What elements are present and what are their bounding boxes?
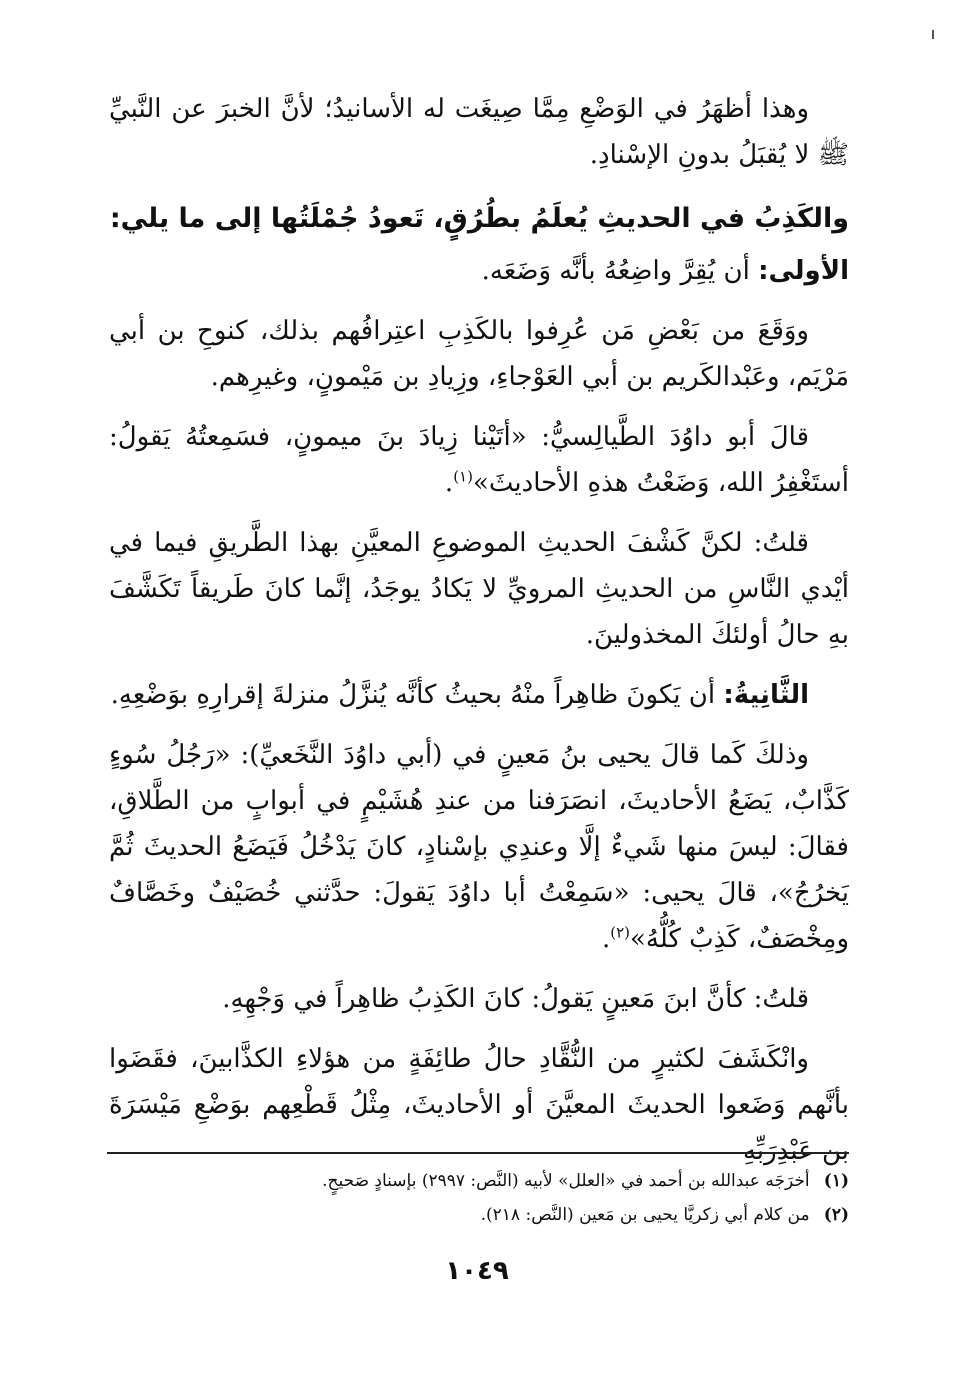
- paragraph-ibn-main-quote: [109, 732, 849, 962]
- footnote-text: أخرَجَه عبدالله بن أحمد في «العلل» لأبيه (النَّص: ٢٩٩٧) بإسنادٍ صَحيحٍ.: [322, 1171, 810, 1191]
- page-number: ١٠٤٩: [445, 1256, 509, 1286]
- tayalisi-quote-end: .: [444, 468, 454, 498]
- paragraph-second-method: [109, 672, 849, 718]
- footnote-item: [107, 1164, 849, 1198]
- footnote-divider: [107, 1152, 849, 1154]
- footnote-number: (١): [823, 1171, 849, 1191]
- main-text: [109, 86, 849, 1188]
- footnote-text: من كلام أبي زكريَّا يحيى بن مَعين (النَّص: ٢١٨).: [480, 1205, 810, 1225]
- section-heading: والكَذِبُ في الحديثِ يُعلَمُ بطُرُقٍ، تَعودُ جُمْلَتُها إلى ما يلي:: [109, 203, 849, 234]
- paragraph-critics: وانْكَشَفَ لكثيرٍ من النُّقَّادِ حالُ طائِفَةٍ من هؤلاءِ الكذَّابينَ، فقَضَوا بأنَّهم وَضَعوا الحديثَ المعيَّنَ أو الأحاديثَ، مِثْلُ قَطْعِهم بوَضْعِ مَيْسَرَةَ بن عَبْدِرَبِّهِ: [109, 1044, 849, 1166]
- footnotes: [107, 1164, 849, 1232]
- ibn-main-quote-text: وذلكَ كَما قالَ يحيى بنُ مَعينٍ في (أبي داوُدَ النَّخَعيِّ): «رَجُلُ سُوءٍ كَذَّابٌ، يَضَعُ الأحاديثَ، انصَرَفنا من عندِ هُشَيْمٍ في أبوابٍ من الطَّلاقِ، فقالَ: ليسَ منها شَيءٌ إلَّا وعندِي بإسْنادٍ، كانَ يَدْخُلُ فَيَضَعُ الحديثَ ثُمَّ يَخرُجُ»، قالَ يحيى: «سَمِعْتُ أبا داوُدَ يَقولَ: حدَّثني خُصَيْفٌ وخَصَّافٌ ومِخْصَفٌ، كَذِبٌ كُلُّهُ»: [109, 740, 849, 954]
- footnote-ref-1[interactable]: (١): [453, 467, 473, 486]
- footnote-ref-2[interactable]: (٢): [610, 923, 631, 942]
- paragraph-tayalisi-quote: [109, 414, 849, 506]
- tayalisi-quote-text: قالَ أبو داوُدَ الطَّيالِسيُّ: «أتَيْنا زِيادَ بنَ ميمونٍ، فسَمِعتُهُ يَقولُ: أستَغْفِرُ الله، وَضَعْتُ هذهِ الأحاديثَ»: [109, 422, 849, 498]
- second-method-label: الثَّانِيةُ:: [723, 680, 809, 710]
- paragraph-author-note-1: قلتُ: لكنَّ كَشْفَ الحديثِ الموضوعِ المعيَّنِ بهذا الطَّريقِ فيما في أيْدي النَّاسِ من الحديثِ المرويِّ لا يَكادُ يوجَدُ، إنَّما كانَ طَريقاً تَكَشَّفَ بهِ حالُ أولئكَ المخذولينَ.: [109, 528, 849, 650]
- paragraph-first-method: [109, 248, 849, 294]
- ibn-main-quote-end: .: [601, 924, 611, 954]
- paragraph-author-note-2: قلتُ: كأنَّ ابنَ مَعينٍ يَقولُ: كانَ الكَذِبُ ظاهِراً في وَجْهِهِ.: [222, 984, 809, 1014]
- second-method-text: أن يَكونَ ظاهِراً منْهُ بحيثُ كأنَّه يُنزَّلُ منزلةَ إقرارِهِ بوَضْعِهِ.: [110, 680, 724, 710]
- scan-mark: [932, 30, 934, 39]
- first-method-label: الأولى:: [758, 256, 849, 286]
- paragraph-intro: وهذا أظهَرُ في الوَضْعِ مِمَّا صِيغَت له الأسانيدُ؛ لأنَّ الخبرَ عن النَّبيِّ ﷺ لا يُقبَلُ بدونِ الإسْنادِ.: [109, 94, 849, 170]
- footnote-item: [107, 1198, 849, 1232]
- paragraph-confessions: ووَقَعَ من بَعْضِ مَن عُرِفوا بالكَذِبِ اعتِرافُهم بذلك، كنوحِ بن أبي مَرْيَم، وعَبْدالكَريم بن أبي العَوْجاءِ، وزِيادِ بن مَيْمونٍ، وغيرِهم.: [109, 316, 849, 392]
- footnote-number: (٢): [823, 1205, 849, 1225]
- first-method-text: أن يُقِرَّ واضِعُهُ بأنَّه وَضَعَه.: [481, 256, 759, 286]
